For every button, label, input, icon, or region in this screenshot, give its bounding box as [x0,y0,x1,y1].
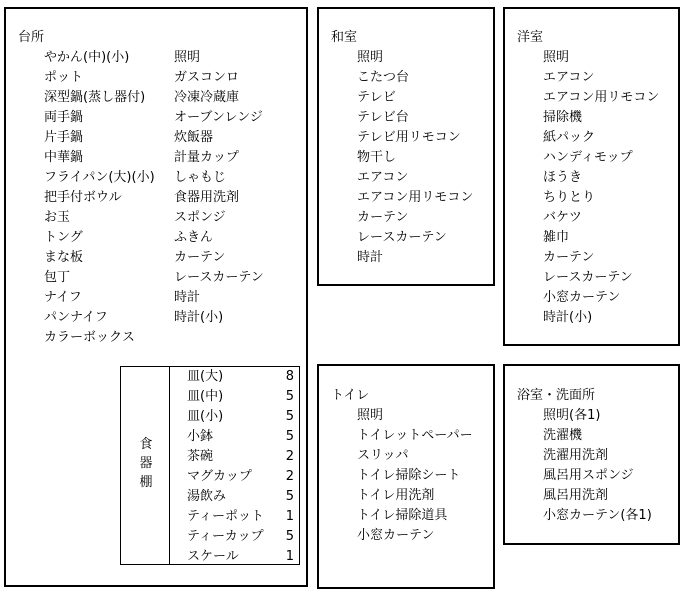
shelf-item [187,547,297,567]
toilet-item: 照明 [357,408,384,423]
toilet-item: トイレ用洗剤 [357,488,435,503]
bathroom-item: 風呂用スポンジ [543,468,634,483]
youshitsu-item: 雑巾 [543,230,570,245]
shelf-item [187,407,297,427]
toilet-item: スリッパ [357,448,409,463]
washitsu-item: レースカーテン [357,230,447,245]
shelf-item-qty: 5 [285,529,294,544]
washitsu-item: テレビ台 [357,110,409,125]
youshitsu-item: レースカーテン [543,270,633,285]
bathroom-item: 洗濯用洗剤 [543,448,609,463]
washitsu-item: カーテン [357,210,409,225]
kitchen-item: 食器用洗剤 [174,190,240,205]
shelf-divider [169,367,170,564]
washitsu-item: こたつ台 [357,70,410,85]
youshitsu-item: バケツ [543,210,582,225]
kitchen-item: 包丁 [44,270,71,285]
kitchen-item: ガスコンロ [174,70,240,85]
youshitsu-item: 小窓カーテン [543,290,621,305]
shelf-item-name: 茶碗 [187,449,214,464]
toilet-item: トイレ掃除シート [357,468,461,483]
kitchen-item: トング [44,230,83,245]
shelf-item [187,467,297,487]
youshitsu-item: 掃除機 [543,110,583,125]
kitchen-item: 炊飯器 [174,130,214,145]
kitchen-item: 計量カップ [174,150,239,165]
washitsu-item: 照明 [357,50,384,65]
youshitsu-title: 洋室 [517,30,544,45]
kitchen-item: レースカーテン [174,270,264,285]
kitchen-item: ナイフ [44,290,82,305]
youshitsu-item: 時計(小) [543,310,593,325]
washitsu-title: 和室 [331,30,358,45]
bathroom-item: 小窓カーテン(各1) [543,508,652,523]
toilet-list [357,406,473,546]
shelf-item-name: 皿(小) [187,409,224,424]
toilet-item: 小窓カーテン [357,528,435,543]
kitchen-item: フライパン(大)(小) [44,170,155,185]
dish-shelf [120,366,300,565]
kitchen-item: しゃもじ [174,170,227,185]
toilet-item: トイレットペーパー [357,428,473,443]
kitchen-title: 台所 [18,30,45,45]
shelf-item-name: スケール [187,549,239,564]
kitchen-item: 把手付ボウル [44,190,122,205]
youshitsu-item: ハンディモップ [543,150,633,165]
kitchen-item: 冷凍冷蔵庫 [174,90,240,105]
shelf-item [187,427,297,447]
toilet-title: トイレ [331,388,370,403]
bathroom-list [543,406,652,526]
shelf-item-qty: 8 [285,369,294,384]
kitchen-item: スポンジ [174,210,226,225]
shelf-item [187,487,297,507]
kitchen-item: パンナイフ [44,310,108,325]
youshitsu-item: ちりとり [543,190,596,205]
shelf-item-name: マグカップ [187,469,252,484]
washitsu-item: テレビ [357,90,396,105]
kitchen-item: カラーボックス [44,330,135,345]
kitchen-item: 時計 [174,290,201,305]
washitsu-item: エアコン [357,170,409,185]
bathroom-item: 照明(各1) [543,408,601,423]
bathroom-title: 浴室・洗面所 [517,388,596,403]
kitchen-item: 照明 [174,50,201,65]
youshitsu-list [543,48,659,328]
shelf-item [187,387,297,407]
shelf-item-qty: 5 [285,409,294,424]
shelf-item-name: ティーポット [187,509,264,524]
youshitsu-item: エアコン用リモコン [543,90,660,105]
youshitsu-item: 紙パック [543,130,596,145]
kitchen-item: お玉 [44,210,71,225]
shelf-item-qty: 5 [285,389,294,404]
washitsu-item: 物干し [357,150,397,165]
shelf-item-name: 小鉢 [187,429,214,444]
kitchen-item: 片手鍋 [44,130,84,145]
youshitsu-item: 照明 [543,50,570,65]
kitchen-item: 両手鍋 [44,110,84,125]
kitchen-item: 時計(小) [174,310,224,325]
shelf-item-qty: 5 [285,429,294,444]
youshitsu-item: ほうき [543,170,583,185]
shelf-item-qty: 2 [285,449,294,464]
washitsu-item: テレビ用リモコン [357,130,461,145]
shelf-item [187,507,297,527]
shelf-item [187,527,297,547]
shelf-item [187,447,297,467]
kitchen-item: まな板 [44,250,84,265]
kitchen-list-1 [44,48,155,348]
washitsu-item: 時計 [357,250,384,265]
bathroom-item: 風呂用洗剤 [543,488,609,503]
bathroom-item: 洗濯機 [543,428,583,443]
shelf-label: 食器棚 [139,437,153,490]
washitsu-list [357,48,473,268]
youshitsu-item: カーテン [543,250,595,265]
toilet-item: トイレ掃除道具 [357,508,448,523]
kitchen-item: 中華鍋 [44,150,84,165]
kitchen-item: ふきん [174,230,214,245]
shelf-item-name: 皿(中) [187,389,224,404]
youshitsu-item: エアコン [543,70,595,85]
shelf-item-name: ティーカップ [187,529,264,544]
shelf-item-qty: 5 [285,489,294,504]
kitchen-item: オーブンレンジ [174,110,263,125]
shelf-item-qty: 1 [285,509,294,524]
shelf-item [187,367,297,387]
kitchen-list-2 [174,48,264,328]
shelf-item-name: 皿(大) [187,369,224,384]
kitchen-item: カーテン [174,250,226,265]
shelf-item-qty: 2 [285,469,294,484]
washitsu-item: エアコン用リモコン [357,190,474,205]
shelf-item-name: 湯飲み [187,489,227,504]
kitchen-item: やかん(中)(小) [44,50,130,65]
kitchen-item: 深型鍋(蒸し器付) [44,90,146,105]
kitchen-item: ポット [44,70,84,85]
shelf-item-qty: 1 [285,549,294,564]
